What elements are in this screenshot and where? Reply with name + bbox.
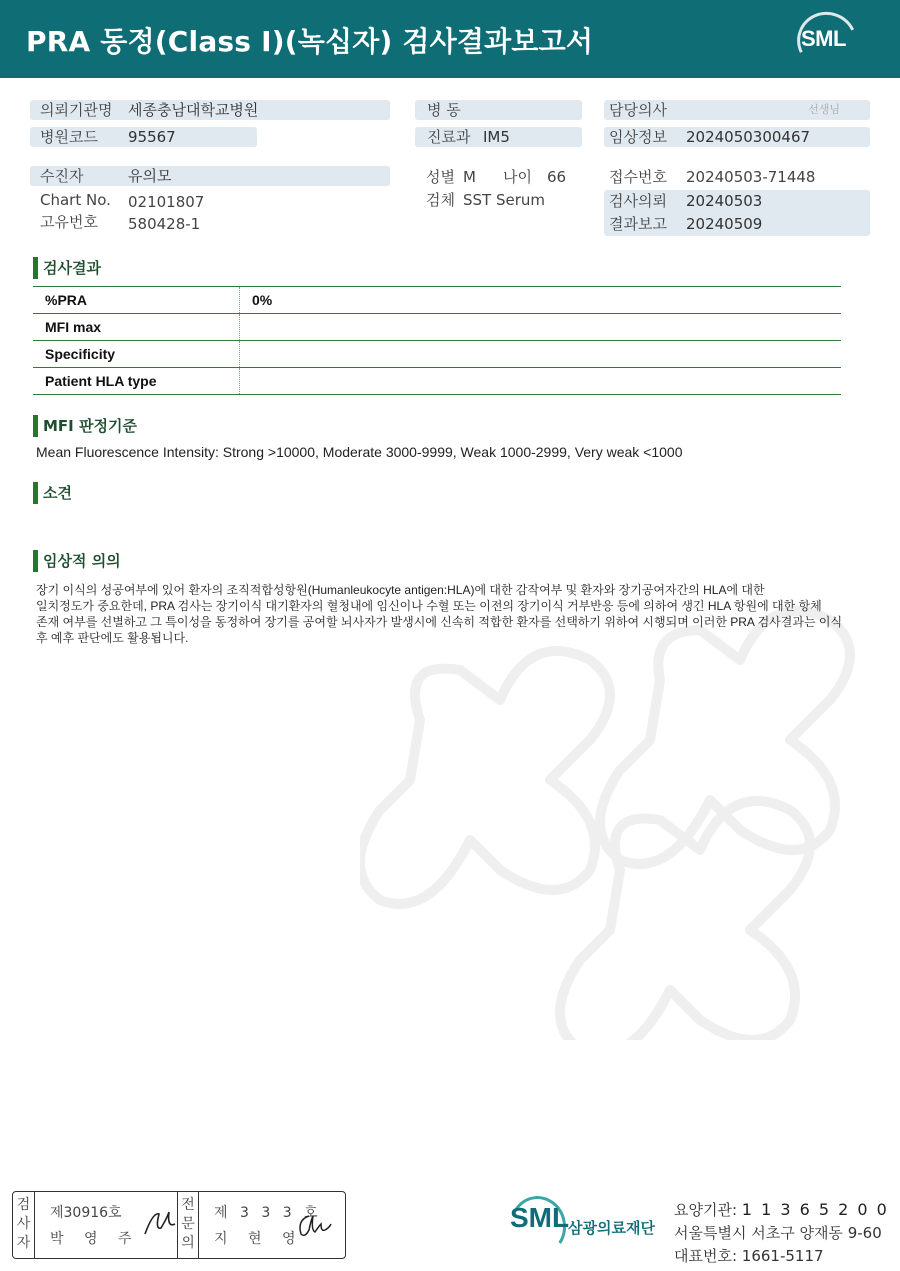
- hospital-code-field: 병원코드 95567: [30, 127, 257, 147]
- report-title: PRA 동정(Class I)(녹십자) 검사결과보고서: [26, 25, 594, 58]
- tester-signature-icon: [141, 1208, 177, 1240]
- mfi-section-title: MFI 판정기준: [33, 415, 137, 437]
- tester-license-no: 제30916호: [50, 1205, 122, 1221]
- signature-box: [12, 1191, 346, 1259]
- clinical-info-value: 2024050300467: [686, 128, 811, 146]
- opinion-section-title: 소견: [33, 482, 72, 504]
- clinical-section-title: 임상적 의의: [33, 550, 121, 572]
- address: 서울특별시 서초구 양재동: [674, 1224, 843, 1242]
- unique-no-label: 고유번호: [40, 213, 98, 231]
- age-value: 66: [547, 168, 567, 186]
- sex-label: 성별: [426, 168, 455, 186]
- age-label: 나이: [503, 168, 532, 186]
- result-key: MFI max: [33, 314, 240, 341]
- table-row: [33, 314, 841, 341]
- report-date: 20240509: [686, 215, 763, 233]
- footer-logo: SML 삼광의료재단: [510, 1196, 670, 1256]
- table-row: [33, 287, 841, 314]
- footer-info: 요양기관: 1 1 3 6 5 2 0 0 서울특별시 서초구 양재동 9-60 대표번호: 1661-5117: [674, 1200, 889, 1265]
- table-row: [33, 341, 841, 368]
- institution-field: 의뢰기관명 세종충남대학교병원: [30, 100, 390, 120]
- clinical-info-field: 임상정보 2024050300467: [604, 127, 870, 147]
- report-header: [0, 0, 900, 78]
- result-key: %PRA: [33, 287, 240, 314]
- ward-field: 병 동: [415, 100, 582, 120]
- chart-no-label: Chart No.: [40, 191, 111, 209]
- result-value: [240, 368, 842, 395]
- chart-no-value: 02101807: [128, 193, 205, 211]
- receipt-no-label: 접수번호: [609, 168, 667, 186]
- hospital-code-value: 95567: [128, 128, 176, 146]
- patient-name: 유의모: [128, 167, 172, 185]
- result-value: 0%: [240, 287, 842, 314]
- doctor-field: 담당의사 선생님: [604, 100, 870, 120]
- specialist-signature-icon: [295, 1208, 335, 1240]
- specimen-label: 검체: [426, 191, 455, 209]
- institution-value: 세종충남대학교병원: [128, 101, 259, 119]
- department-field: 진료과 IM5: [415, 127, 582, 147]
- patient-field: 수진자 유의모: [30, 166, 390, 186]
- results-section-title: 검사결과: [33, 257, 101, 279]
- care-institution-no: 1 1 3 6 5 2 0 0: [741, 1200, 889, 1219]
- result-key: Patient HLA type: [33, 368, 240, 395]
- sml-logo: SML: [795, 12, 857, 64]
- mfi-criteria-text: Mean Fluorescence Intensity: Strong >10000, Moderate 3000-9999, Weak 1000-2999, Very weak <1000: [36, 444, 683, 460]
- result-value: [240, 314, 842, 341]
- specialist-license-no: 제 3 3 3 호: [214, 1205, 322, 1221]
- phone: 1661-5117: [741, 1247, 824, 1265]
- specimen-value: SST Serum: [463, 191, 546, 209]
- specialist-name: 지 현 영: [214, 1231, 304, 1247]
- doctor-suffix: 선생님: [808, 103, 840, 116]
- result-key: Specificity: [33, 341, 240, 368]
- tester-name: 박 영 주: [50, 1231, 140, 1247]
- table-row: [33, 368, 841, 395]
- request-date: 20240503: [686, 192, 763, 210]
- clinical-significance-text: 장기 이식의 성공여부에 있어 환자의 조직적합성항원(Humanleukocyte antigen:HLA)에 대한 감작여부 및 환자와 장기공여자간의 HLA에 대한 일치정도가 중요한데, PRA 검사는 장기이식 대기환자의 혈청내에 임신이나 수혈 또는 이전의 장기이식 거부반응 등에 의하여 생긴 HLA 항원에 대한 항체 존재 여부를 선별하고 그 특이성을 동정하여 장기를 공여할 뇌사자가 발생시에 신속히 적합한 환자를 선택하기 위하여 시행되며 이러한 PRA 검사결과는 이식 후 예후 판단에도 활용됩니다.: [36, 583, 843, 645]
- sex-value: M: [463, 168, 476, 186]
- result-value: [240, 341, 842, 368]
- dates-box: 검사의뢰 20240503 결과보고 20240509: [604, 190, 870, 236]
- unique-no-value: 580428-1: [128, 215, 201, 233]
- org-name: 삼광의료재단: [568, 1219, 655, 1237]
- results-table: [33, 286, 841, 395]
- tester-label: 검 사 자: [13, 1192, 35, 1258]
- receipt-no-value: 20240503-71448: [686, 168, 816, 186]
- specialist-label: 전 문 의: [177, 1192, 199, 1258]
- department-value: IM5: [483, 128, 510, 146]
